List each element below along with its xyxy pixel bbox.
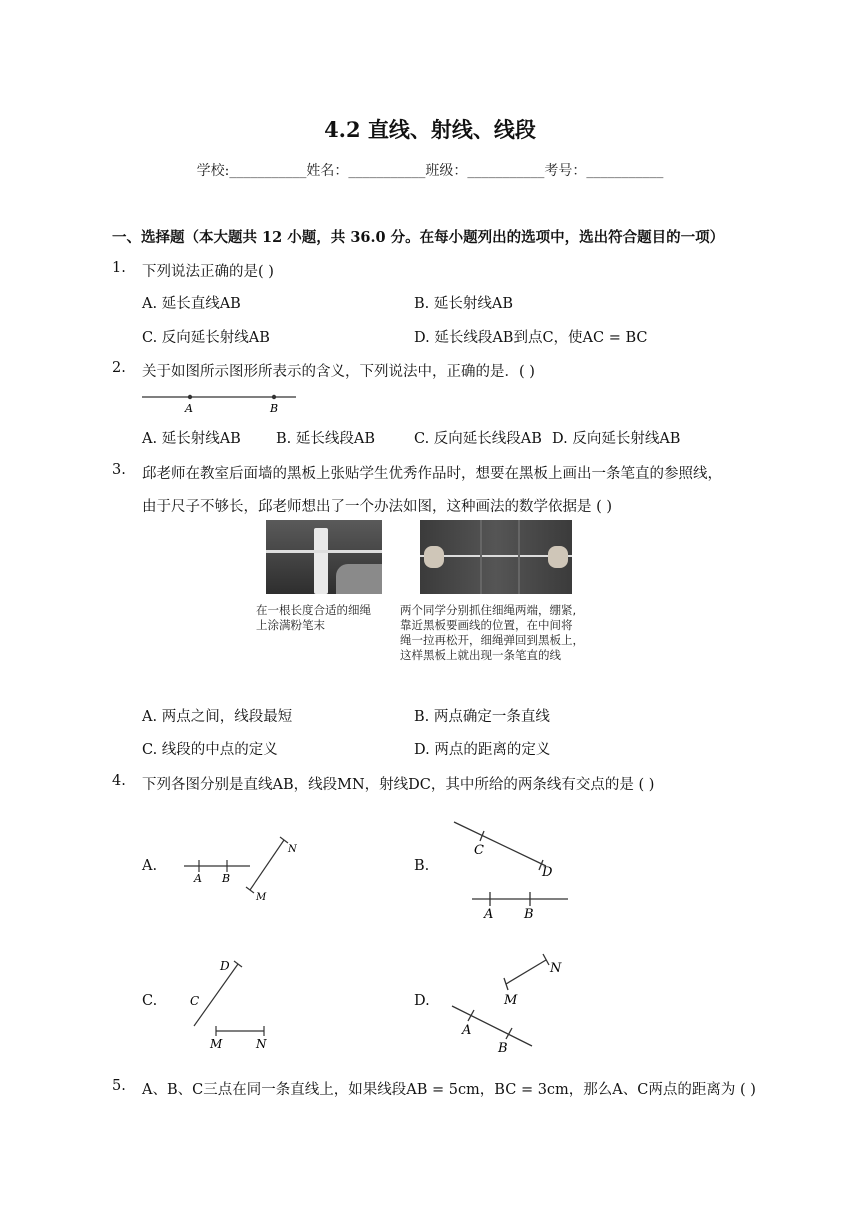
q4b-label-c: C bbox=[474, 843, 484, 858]
question-4-number: 4. bbox=[112, 773, 126, 789]
q2-option-c: C. 反向延长线段AB bbox=[414, 431, 542, 447]
q4d-label-a: A bbox=[462, 1023, 472, 1038]
q4-option-c-letter: C. bbox=[142, 993, 158, 1009]
question-2-number: 2. bbox=[112, 360, 126, 376]
q4-option-d-letter: D. bbox=[414, 993, 430, 1009]
q3-option-c: C. 线段的中点的定义 bbox=[142, 742, 278, 758]
q3-option-a: A. 两点之间，线段最短 bbox=[142, 709, 293, 725]
question-5-text: A、B、C三点在同一条直线上，如果线段AB = 5cm，BC = 3cm，那么A、C两点的距离为 ( ) bbox=[142, 1082, 756, 1098]
q4a-label-b: B bbox=[222, 872, 231, 885]
q4c-label-d: D bbox=[220, 959, 230, 973]
q2-option-b: B. 延长线段AB bbox=[276, 431, 376, 447]
q4-option-a-letter: A. bbox=[142, 858, 158, 874]
q4c-label-n: N bbox=[256, 1037, 267, 1051]
q1-option-d: D. 延长线段AB到点C，使AC = BC bbox=[414, 330, 648, 346]
q4-figure-b bbox=[446, 814, 576, 930]
page-title: 4.2 直线、射线、线段 bbox=[324, 117, 536, 142]
question-4-text: 下列各图分别是直线AB，线段MN，射线DC，其中所给的两条线有交点的是 ( ) bbox=[142, 777, 655, 793]
caption-left-line: 在一根长度合适的细绳 bbox=[256, 603, 371, 617]
section-heading: 一、选择题（本大题共 12 小题，共 36.0 分。在每小题列出的选项中，选出符合题目的一项） bbox=[112, 229, 725, 246]
q4a-label-n: N bbox=[288, 844, 297, 855]
q3-option-b: B. 两点确定一条直线 bbox=[414, 709, 550, 725]
caption-right-line: 两个同学分别抓住细绳两端，绷紧, bbox=[400, 603, 577, 617]
q4c-label-m: M bbox=[210, 1037, 223, 1051]
photo-right-caption bbox=[400, 603, 584, 663]
question-3-number: 3. bbox=[112, 462, 126, 478]
q4d-label-n: N bbox=[550, 961, 562, 976]
q4a-label-m: M bbox=[256, 892, 267, 903]
question-3-text-line1: 邱老师在教室后面墙的黑板上张贴学生优秀作品时，想要在黑板上画出一条笔直的参照线， bbox=[142, 466, 722, 482]
caption-right-line: 靠近黑板要画线的位置，在中间将 bbox=[400, 618, 573, 632]
caption-right-line: 这样黑板上就出现一条笔直的线 bbox=[400, 648, 561, 662]
q2-option-a: A. 延长射线AB bbox=[142, 431, 241, 447]
q1-option-b: B. 延长射线AB bbox=[414, 296, 514, 312]
student-info-line: 学校:___________姓名：___________班级：___________考号：___________ bbox=[196, 163, 664, 179]
caption-right-line: 绳一拉再松开，细绳弹回到黑板上， bbox=[400, 633, 584, 647]
q2-label-b: B bbox=[270, 402, 279, 415]
q2-option-d: D. 反向延长射线AB bbox=[552, 431, 681, 447]
question-1-number: 1. bbox=[112, 260, 126, 276]
q4c-label-c: C bbox=[190, 994, 200, 1008]
q3-option-d: D. 两点的距离的定义 bbox=[414, 742, 551, 758]
q4d-label-b: B bbox=[498, 1041, 508, 1056]
q4-option-b-letter: B. bbox=[414, 858, 430, 874]
q1-option-a: A. 延长直线AB bbox=[142, 296, 241, 312]
q4b-label-a: A bbox=[484, 907, 494, 922]
question-2-text: 关于如图所示图形所表示的含义，下列说法中，正确的是．( ) bbox=[142, 364, 535, 380]
chalk-string-photo bbox=[266, 520, 382, 594]
q1-option-c: C. 反向延长射线AB bbox=[142, 330, 270, 346]
question-5-number: 5. bbox=[112, 1078, 126, 1094]
q4-figure-c bbox=[180, 950, 290, 1052]
q4a-label-a: A bbox=[194, 872, 202, 885]
q2-segment-figure bbox=[140, 388, 300, 416]
q4-figure-a bbox=[180, 828, 310, 908]
blackboard-string-photo bbox=[420, 520, 572, 594]
question-3-text-line2: 由于尺子不够长，邱老师想出了一个办法如图，这种画法的数学依据是 ( ) bbox=[142, 499, 613, 515]
q4b-label-b: B bbox=[524, 907, 534, 922]
q4b-label-d: D bbox=[542, 865, 553, 880]
q2-label-a: A bbox=[185, 402, 193, 415]
q4d-label-m: M bbox=[504, 993, 518, 1008]
question-1-text: 下列说法正确的是( ) bbox=[142, 264, 274, 280]
q4-figure-d bbox=[446, 948, 576, 1058]
caption-left-line: 上涂满粉笔末 bbox=[256, 618, 325, 632]
photo-left-caption bbox=[256, 603, 371, 633]
